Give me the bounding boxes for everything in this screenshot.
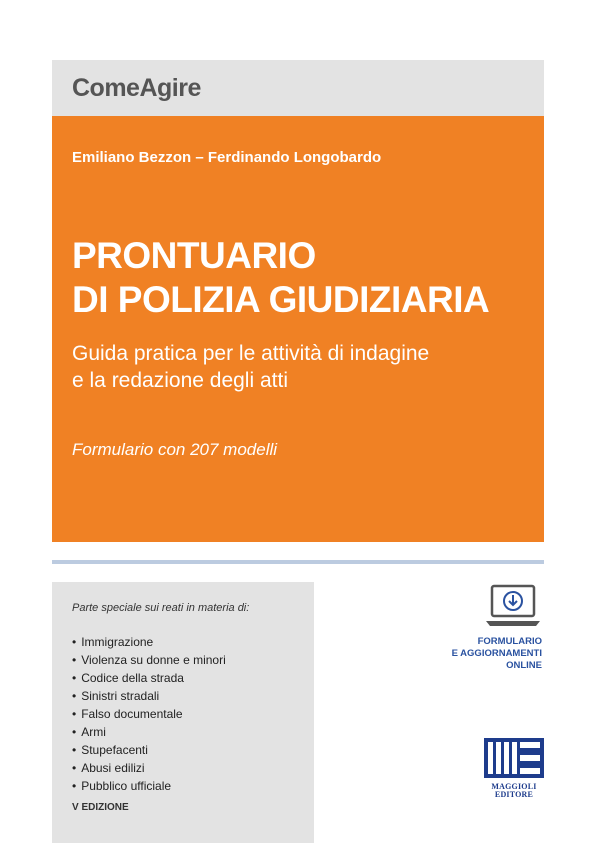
topic-item: • Stupefacenti: [72, 741, 226, 759]
series-band: [52, 60, 544, 116]
topic-item: • Immigrazione: [72, 633, 226, 651]
subtitle-line-2: e la redazione degli atti: [72, 369, 288, 392]
topic-item: • Armi: [72, 723, 226, 741]
formulario-note: Formulario con 207 modelli: [72, 440, 278, 459]
topics-list: [72, 633, 226, 795]
maggioli-logo-icon: [484, 738, 544, 778]
topic-item: • Violenza su donne e minori: [72, 651, 226, 669]
book-cover: [52, 60, 544, 843]
edition-label: V EDIZIONE: [72, 802, 129, 813]
online-label-line-2: E AGGIORNAMENTI: [451, 648, 542, 659]
publisher-name-line-2: EDITORE: [494, 790, 534, 799]
divider-rule: [52, 560, 544, 564]
online-resources-label: [422, 636, 542, 672]
book-title: [72, 234, 489, 322]
topics-panel: [52, 582, 314, 843]
topic-item: • Codice della strada: [72, 669, 226, 687]
laptop-download-icon: [484, 583, 542, 629]
topic-item: • Sinistri stradali: [72, 687, 226, 705]
book-subtitle: [72, 340, 429, 394]
publisher-name-line-1: MAGGIOLI: [491, 782, 537, 791]
title-panel: [52, 116, 544, 542]
title-line-1: PRONTUARIO: [72, 235, 316, 276]
publisher-name: [484, 783, 544, 799]
topics-intro: Parte speciale sui reati in materia di:: [72, 602, 250, 614]
topic-item: • Abusi edilizi: [72, 759, 226, 777]
publisher-logo: [484, 738, 544, 799]
topic-item: • Pubblico ufficiale: [72, 777, 226, 795]
online-label-line-1: FORMULARIO: [477, 636, 542, 647]
title-line-2: DI POLIZIA GIUDIZIARIA: [72, 279, 490, 320]
topic-item: • Falso documentale: [72, 705, 226, 723]
online-label-line-3: ONLINE: [506, 660, 542, 671]
subtitle-line-1: Guida pratica per le attività di indagine: [72, 342, 430, 365]
authors: Emiliano Bezzon – Ferdinando Longobardo: [72, 149, 382, 166]
series-name: ComeAgire: [72, 74, 201, 102]
